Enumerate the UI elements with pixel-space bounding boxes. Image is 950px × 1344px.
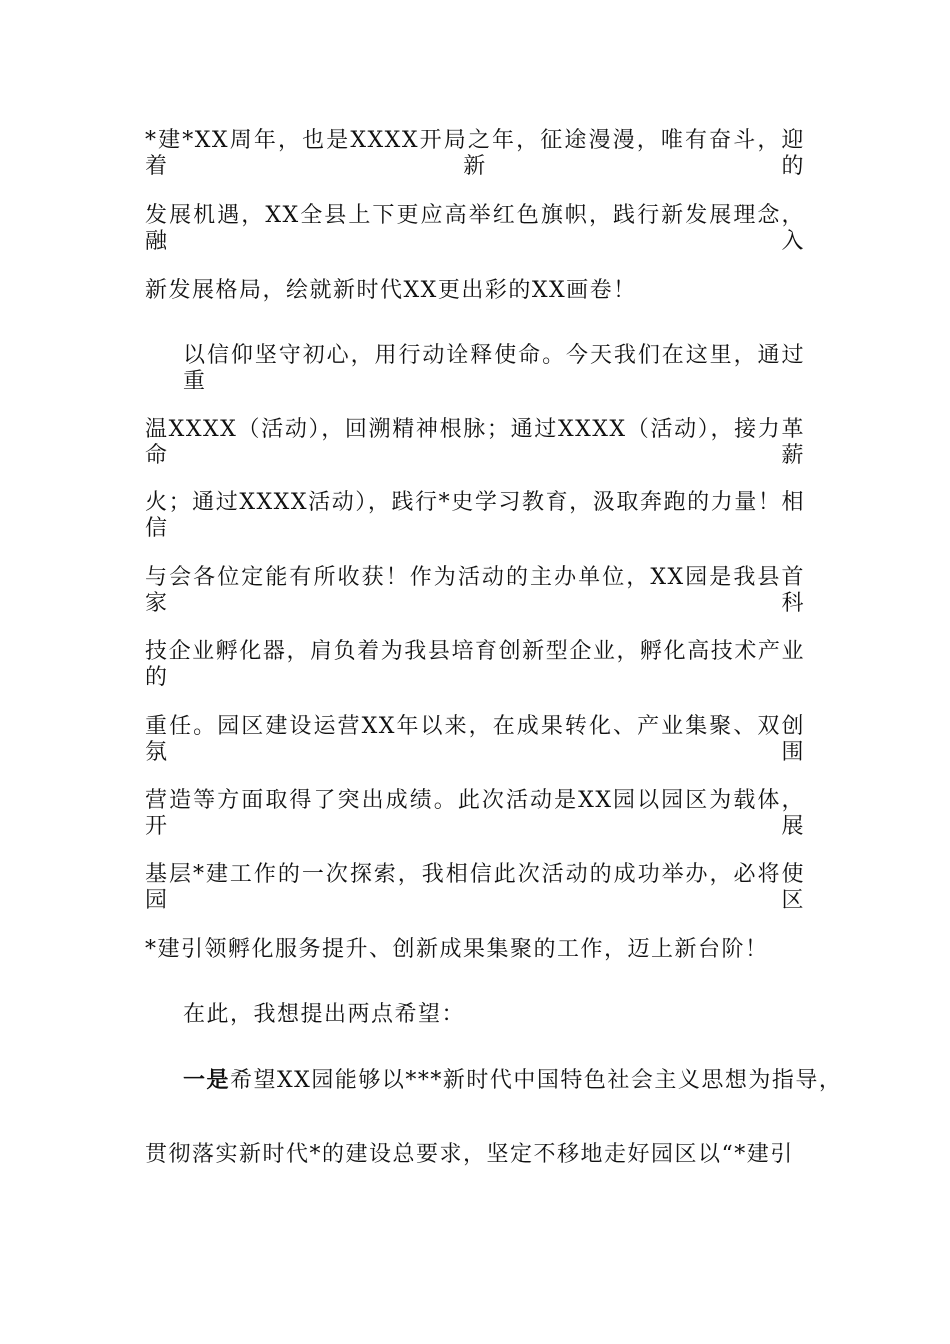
text-line: *建引领孵化服务提升、创新成果集聚的工作，迈上新台阶！ bbox=[145, 937, 769, 962]
text-line: 重任。园区建设运营XX年以来，在成果转化、产业集聚、双创氛围 bbox=[145, 714, 805, 765]
text-line: 温XXXX（活动），回溯精神根脉；通过XXXX（活动），接力革命薪 bbox=[145, 417, 805, 468]
text-line: 贯彻落实新时代*的建设总要求，坚定不移地走好园区以“*建引 bbox=[145, 1142, 794, 1167]
point-one-label: 一是 bbox=[183, 1067, 231, 1093]
text-line: *建*XX周年，也是XXXX开局之年，征途漫漫，唯有奋斗，迎着新的 bbox=[145, 128, 805, 179]
text-line: 基层*建工作的一次探索，我相信此次活动的成功举办，必将使园区 bbox=[145, 862, 805, 913]
paragraph-start-line: 以信仰坚守初心，用行动诠释使命。今天我们在这里，通过重 bbox=[183, 343, 805, 394]
text-line: 希望XX园能够以***新时代中国特色社会主义思想为指导， bbox=[230, 1068, 843, 1093]
text-line: 新发展格局，绘就新时代XX更出彩的XX画卷！ bbox=[145, 278, 637, 303]
point-one-line bbox=[183, 1067, 843, 1094]
text-line: 与会各位定能有所收获！作为活动的主办单位，XX园是我县首家科 bbox=[145, 565, 805, 616]
text-line: 营造等方面取得了突出成绩。此次活动是XX园以园区为载体，开展 bbox=[145, 788, 805, 839]
text-line: 火；通过XXXX活动），践行*史学习教育，汲取奔跑的力量！相信 bbox=[145, 490, 805, 541]
text-line: 发展机遇，XX全县上下更应高举红色旗帜，践行新发展理念，融入 bbox=[145, 203, 805, 254]
text-line: 技企业孵化器，肩负着为我县培育创新型企业，孵化高技术产业的 bbox=[145, 639, 805, 690]
paragraph-start-line: 在此，我想提出两点希望： bbox=[183, 1002, 466, 1027]
